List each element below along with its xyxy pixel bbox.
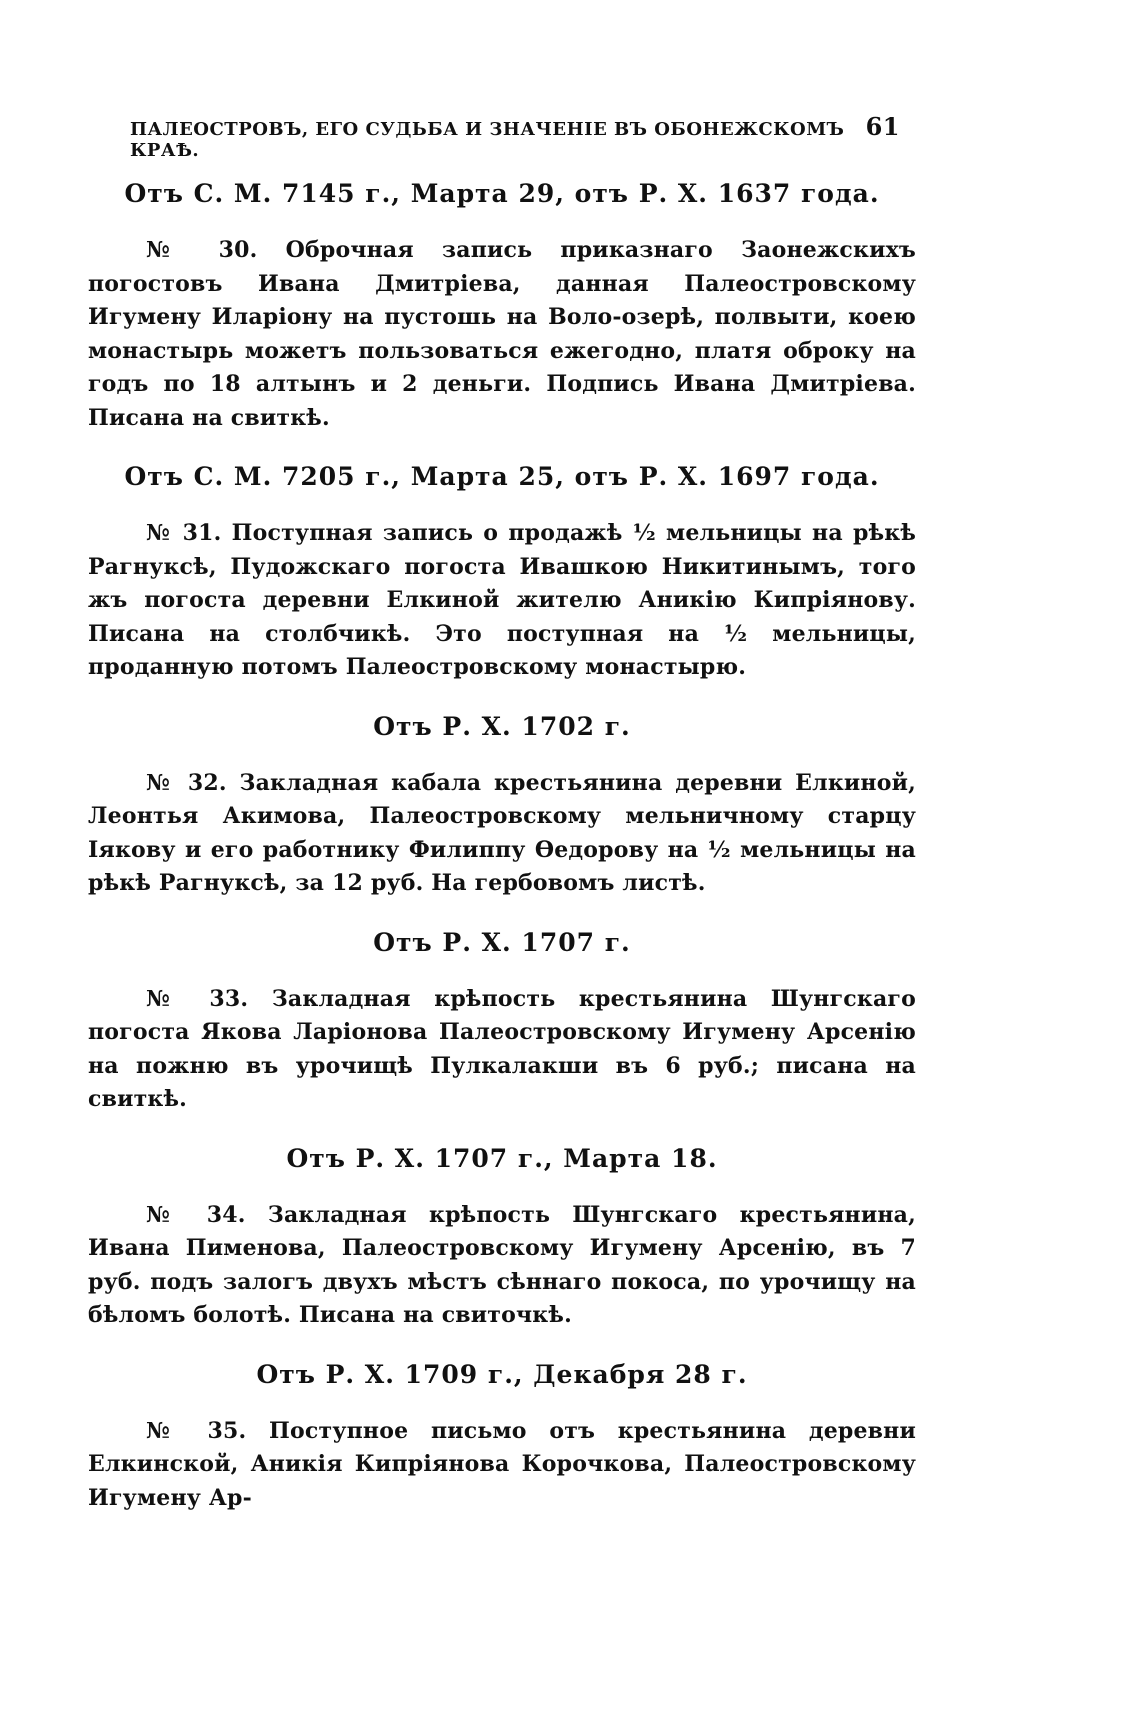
running-head-title: ПАЛЕОСТРОВЪ, ЕГО СУДЬБА И ЗНАЧЕНІЕ ВЪ ОБОНЕЖСКОМЪ КРАѢ.	[130, 119, 845, 161]
record-entry-31: № 31. Поступная запись о продажѣ ½ мельницы на рѣкѣ Рагнуксѣ, Пудожскаго погоста Ивашкою Никитинымъ, того жъ погоста деревни Елкиной жителю Аникію Кипріянову. Писана на столбчикѣ. Это поступная на ½ мельницы, проданную потомъ Палеостровскому монастырю.	[88, 520, 916, 680]
date-heading: Отъ С. М. 7145 г., Марта 29, отъ Р. Х. 1637 года.	[124, 179, 880, 208]
record-entry-30: № 30. Оброчная запись приказнаго Заонежскихъ погостовъ Ивана Дмитріева, данная Палеостровскому Игумену Иларіону на пустошь на Воло-озерѣ, полвыти, коею монастырь можетъ пользоваться ежегодно, платя оброку на годъ по 18 алтынъ и 2 деньги. Подпись Ивана Дмитріева. Писана на свиткѣ.	[88, 237, 916, 431]
date-heading: Отъ Р. Х. 1707 г., Марта 18.	[286, 1143, 718, 1173]
date-heading: Отъ Р. Х. 1707 г.	[373, 927, 631, 957]
record-entry-32: № 32. Закладная кабала крестьянина деревни Елкиной, Леонтья Акимова, Палеостровскому мельничному старцу Іякову и его работнику Филиппу Ѳедорову на ½ мельницы на рѣкѣ Рагнуксѣ, за 12 руб. На гербовомъ листѣ.	[88, 769, 916, 896]
record-entry-35: № 35. Поступное письмо отъ крестьянина деревни Елкинской, Аникія Кипріянова Корочкова, Палеостровскому Игумену Ар-	[88, 1417, 916, 1511]
record-entry-34: № 34. Закладная крѣпость Шунгскаго крестьянина, Ивана Пименова, Палеостровскому Игумену Арсенію, въ 7 руб. подъ залогъ двухъ мѣстъ сѣннаго покоса, по урочищу на бѣломъ болотѣ. Писана на свиточкѣ.	[88, 1201, 916, 1328]
page-number: 61	[865, 112, 900, 141]
date-heading: Отъ Р. Х. 1709 г., Декабря 28 г.	[256, 1359, 748, 1389]
date-heading: Отъ С. М. 7205 г., Марта 25, отъ Р. Х. 1697 года.	[124, 462, 880, 491]
running-head	[130, 112, 900, 161]
record-entry-33: № 33. Закладная крѣпость крестьянина Шунгскаго погоста Якова Ларіонова Палеостровскому Игумену Арсенію на пожню въ урочищѣ Пулкалакши въ 6 руб.; писана на свиткѣ.	[88, 985, 916, 1112]
document-body	[88, 178, 916, 1515]
date-heading: Отъ Р. Х. 1702 г.	[373, 711, 631, 741]
